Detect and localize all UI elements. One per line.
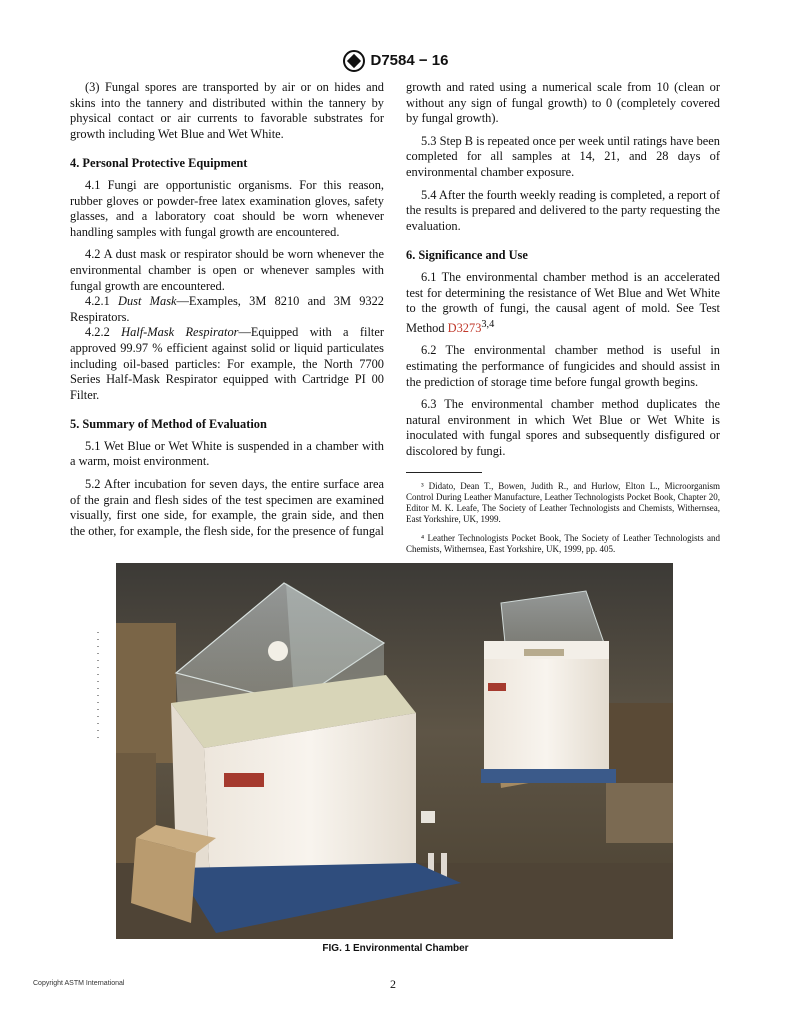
paragraph-intro-text: (3) Fungal spores are transported by air or on hides and skins into the tannery and distributed within the tannery by physical contact or air currents to favorable substrates for growth including Wet Blue and Wet White.: [70, 80, 384, 141]
paragraph-5-3: 5.3 Step B is repeated once per week until ratings have been completed for all samples at 14, 21, and 28 days of environmental chamber exposure.: [406, 133, 720, 179]
right-column: [406, 80, 720, 562]
figure-caption: FIG. 1 Environmental Chamber: [322, 943, 469, 954]
astm-logo-icon: [343, 50, 365, 72]
paragraph-continuation: growth and rated using a numerical scale from 10 (clean or without any sign of fungal growth) to 0 (completely covered by fungal growth).: [406, 80, 720, 126]
page-number: 2: [390, 977, 396, 991]
footnote-markers: 3,4: [481, 318, 495, 330]
d3273-reference-link[interactable]: D3273: [447, 320, 482, 335]
section-6-heading: 6. Significance and Use: [406, 248, 528, 263]
environmental-chamber-photo: [116, 563, 673, 939]
paragraph-4-2-1-number: 4.2.1: [85, 294, 119, 309]
section-4-heading: 4. Personal Protective Equipment: [70, 156, 248, 171]
page-header: [0, 50, 791, 72]
dust-mask-term: Dust Mask: [118, 294, 177, 309]
standard-designation: D7584 − 16: [370, 51, 449, 69]
footnote-divider: [406, 472, 482, 473]
margin-marks: [97, 632, 99, 742]
paragraph-4-2-1: [70, 294, 384, 325]
respirator-term: Half-Mask Respirator: [121, 325, 239, 340]
chamber-photo-illustration: [116, 563, 673, 939]
paragraph-6-2: 6.2 The environmental chamber method is useful in estimating the performance of fungicides and should assist in the prediction of storage time before fungal growth begins.: [406, 343, 720, 389]
paragraph-6-1: [406, 270, 720, 337]
paragraph-4-2-2-number: 4.2.2: [85, 325, 122, 340]
paragraph-6-3: 6.3 The environmental chamber method duplicates the natural environment in which Wet Blue or Wet White is inoculated with fungal spores and subsequently disfigured or discolored by fungi.: [406, 397, 720, 458]
paragraph-4-2-2: [70, 325, 384, 403]
section-5-heading: 5. Summary of Method of Evaluation: [70, 417, 267, 432]
left-column: [70, 80, 384, 546]
paragraph-4-2-1-text: —Examples, 3M 8210 and 3M 9322 Respirators.: [70, 294, 384, 324]
paragraph-6-1-text: 6.1 The environmental chamber method is an accelerated test for determining the resistance of Wet Blue and Wet White to the growth of fungi, the causal agent of mold. See Test Method: [406, 269, 720, 335]
copyright-notice: Copyright ASTM International: [33, 980, 125, 987]
paragraph-5-4: 5.4 After the fourth weekly reading is completed, a report of the results is prepared and delivered to the party requesting the evaluation.: [406, 187, 720, 233]
paragraph-intro: [70, 80, 384, 142]
paragraph-4-1: 4.1 Fungi are opportunistic organisms. For this reason, rubber gloves or powder-free latex examination gloves, safety glasses, and a laboratory coat should be worn whenever handling samples with fungal growth are encountered.: [70, 177, 384, 239]
paragraph-4-2: 4.2 A dust mask or respirator should be worn whenever the environmental chamber is open or whenever samples with fungal growth are encountered.: [70, 247, 384, 293]
paragraph-5-2: 5.2 After incubation for seven days, the entire surface area of the grain and flesh sides of the test specimen are examined visually, first one side, for example, the grain side, and then the other, for example, the flesh side, for the presence of fungal: [70, 477, 384, 538]
footnote-4: ⁴ Leather Technologists Pocket Book, The Society of Leather Technologists and Chemists, Withernsea, East Yorkshire, UK, 1999, pp. 405.: [406, 532, 720, 555]
footnote-3: ³ Didato, Dean T., Bowen, Judith R., and Hurlow, Elton L., Microorganism Control During Leather Manufacture, Leather Technologists Pocket Book, Chapter 20, Editor M. K. Leafe, The Society of Leather Technologists and Chemists, Withernsea, East Yorkshire, UK, 1999.: [406, 480, 720, 525]
paragraph-4-2-2-text: —Equipped with a filter approved 99.97 % efficient against solid or liquid particulates including oil-based particles: For example, the North 7700 Series Half-Mask Respirator equipped with Cartridge PI 00 Filter.: [70, 325, 384, 402]
paragraph-5-1: 5.1 Wet Blue or Wet White is suspended in a chamber with a warm, moist environment.: [70, 438, 384, 469]
